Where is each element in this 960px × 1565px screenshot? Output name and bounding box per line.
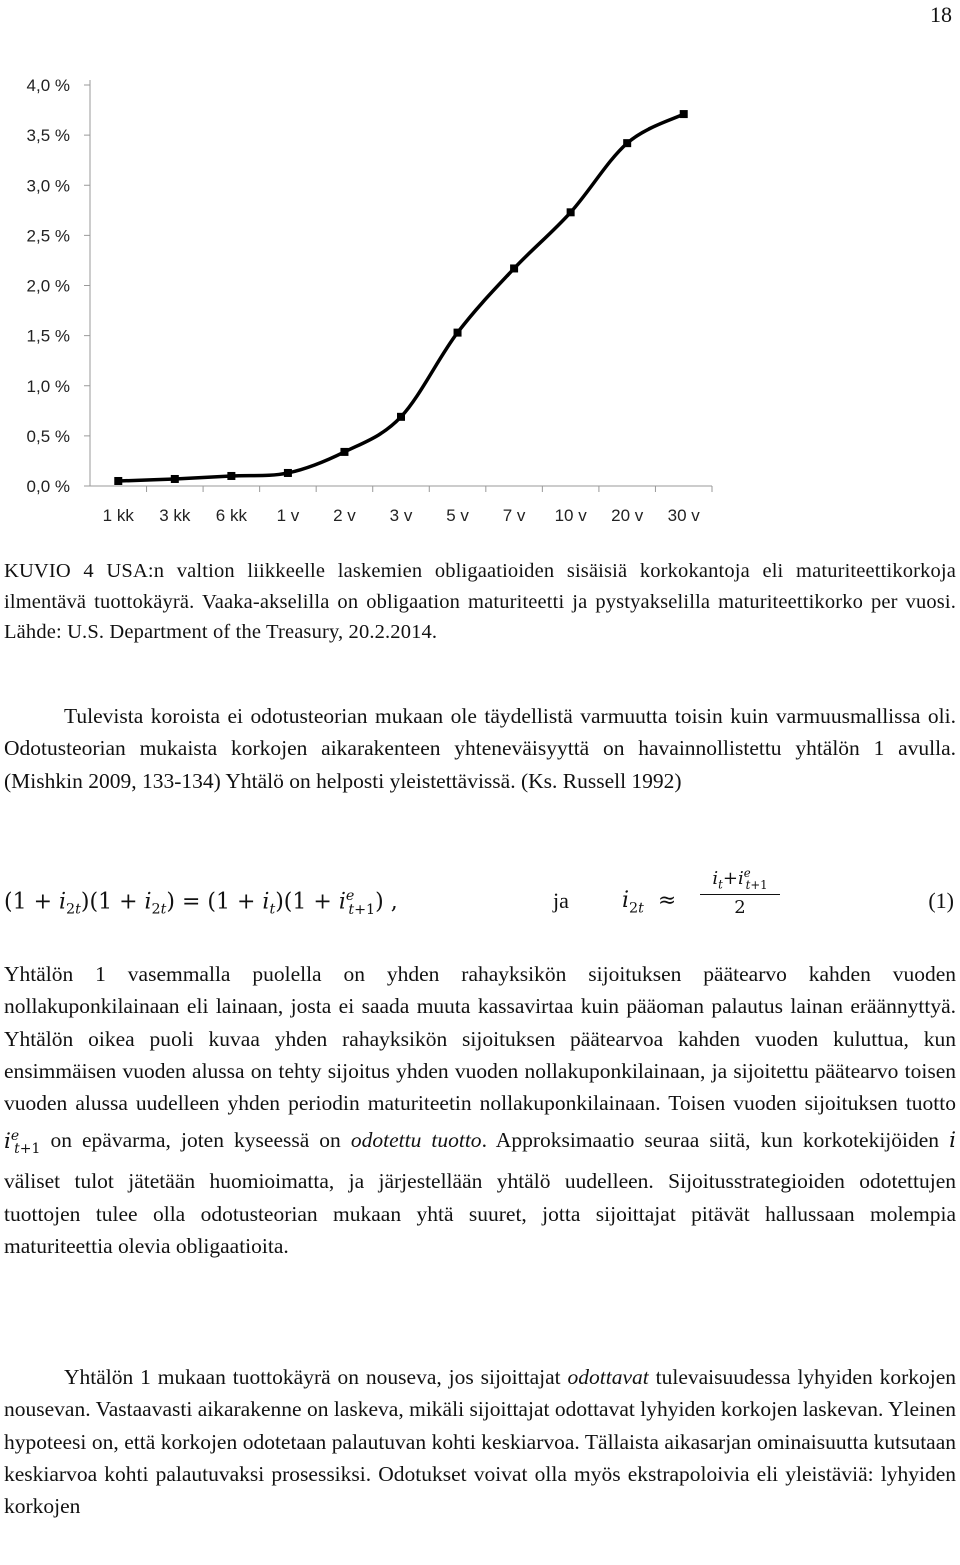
data-point	[171, 475, 179, 483]
x-tick-label: 7 v	[502, 506, 526, 525]
y-tick-label: 0,5 %	[26, 426, 70, 446]
equation-lhs: $(1 + i_{2t})(1 + i_{2t}) = (1 + i_t)(1 + i^e_{t+1})$ ,	[4, 888, 398, 918]
x-tick-label: 1 kk	[102, 506, 134, 525]
equation-ja: ja	[553, 888, 569, 913]
data-point	[114, 477, 122, 485]
y-tick-label: 4,0 %	[26, 76, 70, 95]
p2-part2: on epävarma, joten kyseessä on	[50, 1128, 341, 1153]
y-tick-label: 1,5 %	[26, 326, 70, 346]
p2-italic-expected-return: odotettu tuotto	[350, 1128, 482, 1153]
figure-caption: KUVIO 4 USA:n valtion liikkeelle laskemien obligaatioiden sisäisiä korkokantoja eli maturiteettikorkoja ilmentävä tuottokäyrä. Vaaka-akselilla on obligaation maturiteetti ja pystyakselilla maturiteettikorko per vuosi. Lähde: U.S. Department of the Treasury, 20.2.2014.	[4, 560, 956, 643]
y-tick-label: 2,5 %	[26, 226, 70, 246]
yield-curve-chart	[0, 60, 960, 540]
y-tick-label: 0,0 %	[26, 477, 70, 496]
x-tick-label: 2 v	[333, 506, 356, 525]
data-point	[284, 469, 292, 477]
x-tick-label: 1 v	[276, 506, 300, 525]
equation-fraction	[700, 866, 780, 918]
data-point	[227, 472, 235, 480]
y-tick-label: 3,5 %	[26, 126, 70, 146]
data-point	[567, 208, 575, 216]
p2-part4: väliset tulot jätetään huomioimatta, ja järjestellään yhtälö uudelleen. Sijoitusstrategioiden odotettujen tuottojen tulee olla odotusteorian mukaan yhtä suuret, jotta sijoittajat pitävät hallussaan molempia maturiteettia olevia obligaatioita.	[4, 1169, 956, 1258]
fraction-numerator: $i_t+i^e_{t+1}$	[700, 866, 780, 895]
series-line	[118, 114, 683, 481]
paragraph-2	[4, 958, 956, 1262]
paragraph-3	[4, 1361, 956, 1522]
fraction-denominator: 2	[734, 896, 746, 918]
equation-approx: $i_{2t}$ ≈	[622, 888, 677, 917]
y-tick-label: 2,0 %	[26, 276, 70, 296]
data-point	[454, 329, 462, 337]
p2-part3: . Approksimaatio seuraa siitä, kun korkotekijöiden	[481, 1128, 940, 1153]
p3-italic-expect: odottavat	[567, 1365, 649, 1389]
x-tick-label: 6 kk	[215, 506, 247, 525]
paragraph-1: Tulevista koroista ei odotusteorian mukaan ole täydellistä varmuutta toisin kuin varmuusmallissa oli. Odotusteorian mukaista korkojen aikarakenteen yhteneväisyyttä on havainnollistettu yhtälön 1 avulla. (Mishkin 2009, 133-134) Yhtälö on helposti yleistettävissä. (Ks. Russell 1992)	[4, 704, 956, 793]
x-tick-label: 10 v	[554, 506, 587, 525]
data-point	[340, 448, 348, 456]
data-point	[680, 110, 688, 118]
data-point	[510, 264, 518, 272]
page-number: 18	[930, 2, 952, 27]
y-tick-label: 1,0 %	[26, 376, 70, 396]
equation-1	[0, 866, 960, 936]
p3-part2: tulevaisuudessa lyhyiden korkojen nousevan. Vastaavasti aikarakenne on laskeva, mikäli sijoittajat odottavat lyhyiden korkojen laskevan. Yleinen hypoteesi on, että korkojen odotetaan palautuvan kohti keskiarvoa. Tällaista aikasarjan ominaisuutta kutsutaan keskiarvoa kohti palautuvaksi prosessiksi. Odotukset voivat olla myös ekstrapoloivia eli yleistäviä: lyhyiden korkojen	[4, 1365, 957, 1519]
x-tick-label: 5 v	[446, 506, 469, 525]
y-tick-label: 3,0 %	[26, 176, 70, 196]
x-tick-label: 30 v	[667, 506, 700, 525]
data-point	[623, 139, 631, 147]
p2-part1: Yhtälön 1 vasemmalla puolella on yhden rahayksikön sijoituksen päätearvo kahden vuoden nollakuponkilainaan eli lainaan, josta ei saada muuta kassavirtaa kuin pääoman palautus lainan eräännyttyä. Yhtälön oikea puoli kuvaa yhden rahayksikön sijoituksen päätearvoa kahden vuoden kuluttua, kun ensimmäisen vuoden alussa on tehty sijoitus yhden vuoden nollakuponkilainaan, ja sijoitettu päätearvo toisen vuoden alussa uudelleen yhden periodin maturiteetin nollakuponkilainaan. Toisen vuoden sijoituksen tuotto	[4, 962, 956, 1116]
x-tick-label: 3 v	[389, 506, 413, 525]
p2-symbol-expected-rate: $i^e_{t+1}$	[4, 1127, 41, 1157]
yield-curve-svg	[0, 60, 960, 540]
equation-number: (1)	[928, 888, 954, 913]
p3-part1: Yhtälön 1 mukaan tuottokäyrä on nouseva, jos sijoittajat	[64, 1365, 561, 1389]
x-tick-label: 3 kk	[159, 506, 191, 525]
x-tick-label: 20 v	[611, 506, 644, 525]
data-point	[397, 413, 405, 421]
p2-symbol-i: i	[949, 1128, 956, 1154]
